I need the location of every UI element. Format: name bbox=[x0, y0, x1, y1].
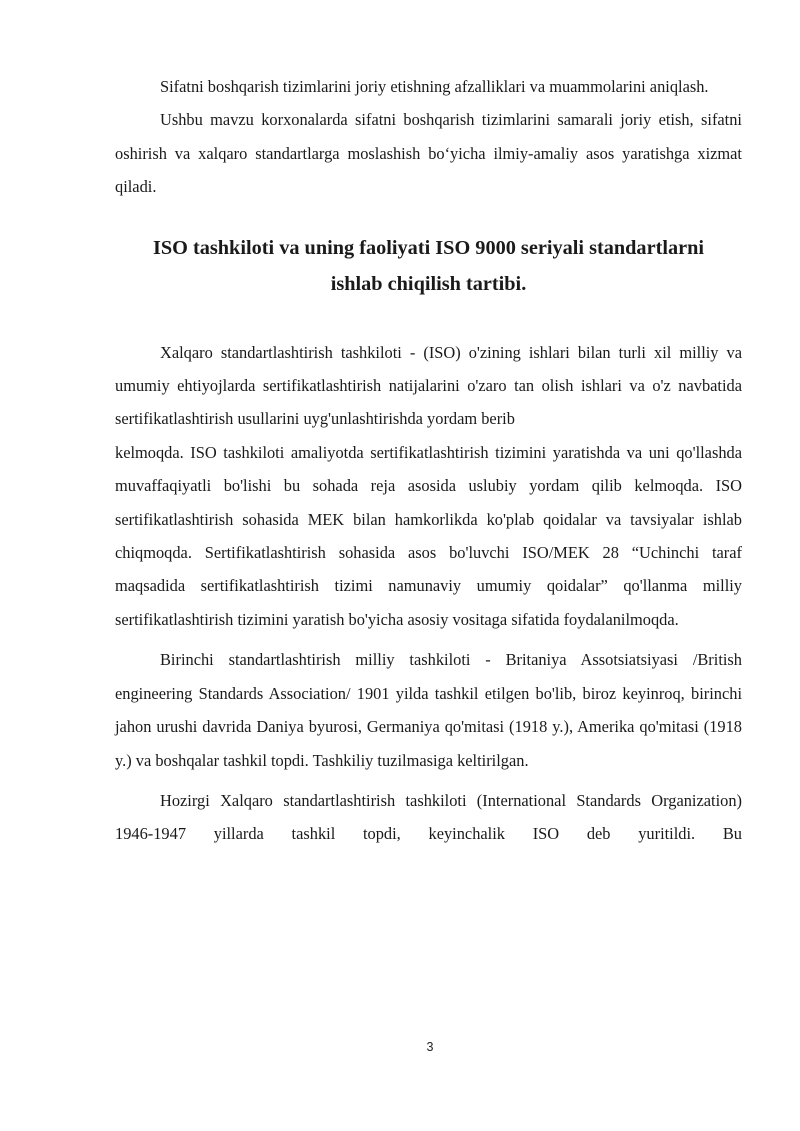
section-heading-line-1: ISO tashkiloti va uning faoliyati ISO 9000 seriyali standartlarni bbox=[152, 236, 705, 259]
intro-paragraph-2: Ushbu mavzu korxonalarda sifatni boshqarish tizimlarini samarali joriy etish, sifatni oshirish va xalqaro standartlarga moslashish bo‘yicha ilmiy-amaliy asos yaratishga xizmat qiladi. bbox=[115, 110, 742, 197]
iso-paragraph-continued: kelmoqda. ISO tashkiloti amaliyotda sertifikatlashtirish tizimini yaratishda va uni qo'llashda muvaffaqiyatli bo'lishi bu sohada reja asosida uslubiy yordam qilib kelmoqda. ISO sertifikatlashtirish sohasida MEK bilan hamkorlikda ko'plab qoidalar va tavsiyalar ishlab chiqmoqda. Sertifikatlashtirish sohasida asos bo'luvchi ISO/MEK 28 “Uchinchi taraf maqsadida sertifikatlashtirish tizimi namunaviy umumiy qoidalar” qo'llanma milliy sertifikatlashtirish tizimini yaratish bo'yicha asosiy vositaga sifatida foydalanilmoqda. bbox=[115, 442, 742, 629]
section-heading bbox=[115, 230, 742, 302]
intro-paragraph-1: Sifatni boshqarish tizimlarini joriy etishning afzalliklari va muammolarini aniqlash. bbox=[160, 77, 709, 96]
iso-paragraph-start: Xalqaro standartlashtirish tashkiloti - (ISO) o'zining ishlari bilan turli xil milliy va umumiy ehtiyojlarda sertifikatlashtirish natijalarini o'zaro tan olish ishlari va o'z navbatida sertifikatlashtirish usullarini uyg'unlashtirishda yordam berib bbox=[115, 342, 742, 429]
history-paragraph-continued: engineering Standards Association/ 1901 yilda tashkil etilgen bo'lib, biroz keyinroq, birinchi jahon urushi davrida Daniya byurosi, Germaniya qo'mitasi (1918 y.), Amerika qo'mitasi (1918 y.) va boshqalar tashkil topdi. Tashkiliy tuzilmasiga keltirilgan. bbox=[115, 683, 742, 770]
current-iso-paragraph: Hozirgi Xalqaro standartlashtirish tashkiloti (International Standards Organization) 1946-1947 yillarda tashkil topdi, keyinchalik ISO deb yuritildi. Bu bbox=[115, 790, 742, 844]
page-number: 3 bbox=[426, 1040, 434, 1054]
history-paragraph-start: Birinchi standartlashtirish milliy tashkiloti - Britaniya Assotsiatsiyasi /British bbox=[160, 650, 742, 670]
section-heading-line-2: ishlab chiqilish tartibi. bbox=[330, 272, 527, 295]
page-content bbox=[115, 70, 742, 851]
